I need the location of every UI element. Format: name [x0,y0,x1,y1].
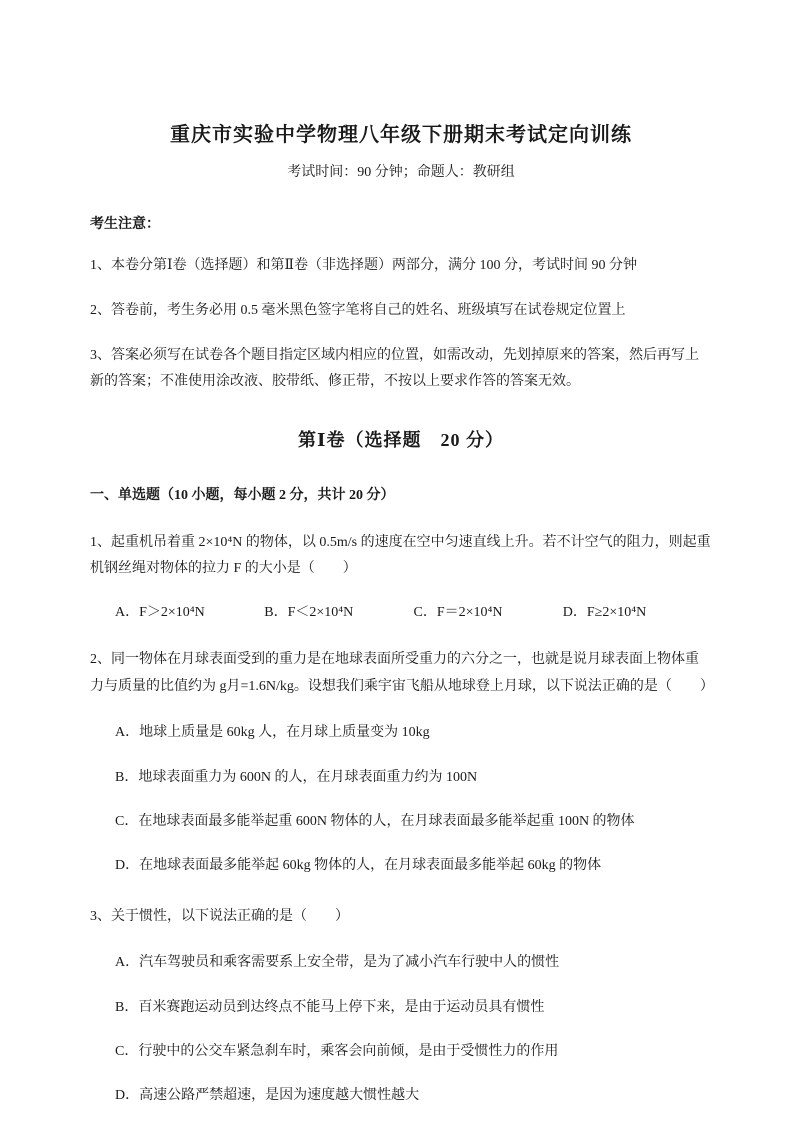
question-2-options [90,722,712,878]
exam-meta: 考试时间：90 分钟；命题人：教研组 [287,165,515,180]
question-type-heading: 一、单选题（10 小题，每小题 2 分，共计 20 分） [90,487,395,503]
question-1-option-b: B．F＜2×10⁴N [264,604,354,620]
question-3-option-c: C．行驶中的公交车紧急刹车时，乘客会向前倾，是由于受惯性力的作用 [115,1044,559,1060]
question-2-option-d: D．在地球表面最多能举起 60kg 物体的人，在月球表面最多能举起 60kg 的物体 [115,858,602,874]
section-heading: 第Ⅰ卷（选择题 20 分） [298,429,504,450]
question-1-options [90,601,712,621]
question-2 [90,647,712,878]
question-1 [90,530,712,621]
notice-section [90,213,712,394]
question-1-stem: 1、起重机吊着重 2×10⁴N 的物体，以 0.5m/s 的速度在空中匀速直线上升。若不计空气的阻力，则起重机钢丝绳对物体的拉力 F 的大小是（ ） [90,534,711,577]
notice-item-2: 2、答卷前，考生务必用 0.5 毫米黑色签字笔将自己的姓名、班级填写在试卷规定位置上 [90,303,626,319]
question-2-option-b: B．地球表面重力为 600N 的人，在月球表面重力约为 100N [115,769,478,785]
question-2-stem: 2、同一物体在月球表面受到的重力是在地球表面所受重力的六分之一，也就是说月球表面上物体重力与质量的比值约为 g月=1.6N/kg。设想我们乘宇宙飞船从地球登上月球，以下说法正确的是（ ） [90,651,714,694]
question-1-option-a: A．F＞2×10⁴N [115,604,205,620]
question-1-option-d: D．F≥2×10⁴N [562,604,647,620]
notice-heading: 考生注意： [90,217,160,232]
notice-item-3: 3、答案必须写在试卷各个题目指定区域内相应的位置，如需改动，先划掉原来的答案，然后再写上新的答案；不准使用涂改液、胶带纸、修正带，不按以上要求作答的答案无效。 [90,348,699,389]
question-3 [90,904,712,1108]
question-2-option-a: A．地球上质量是 60kg 人，在月球上质量变为 10kg [115,725,430,741]
question-3-option-d: D．高速公路严禁超速，是因为速度越大惯性越大 [115,1088,420,1104]
question-3-stem: 3、关于惯性，以下说法正确的是（ ） [90,908,349,924]
question-3-option-b: B．百米赛跑运动员到达终点不能马上停下来，是由于运动员具有惯性 [115,999,545,1015]
exam-title: 重庆市实验中学物理八年级下册期末考试定向训练 [170,124,632,146]
question-3-options [90,952,712,1108]
notice-item-1: 1、本卷分第Ⅰ卷（选择题）和第Ⅱ卷（非选择题）两部分，满分 100 分，考试时间 90 分钟 [90,258,638,273]
question-1-option-c: C．F＝2×10⁴N [413,604,503,620]
question-2-option-c: C．在地球表面最多能举起重 600N 物体的人，在月球表面最多能举起重 100N 的物体 [115,813,635,829]
question-3-option-a: A．汽车驾驶员和乘客需要系上安全带，是为了减小汽车行驶中人的惯性 [115,955,560,971]
